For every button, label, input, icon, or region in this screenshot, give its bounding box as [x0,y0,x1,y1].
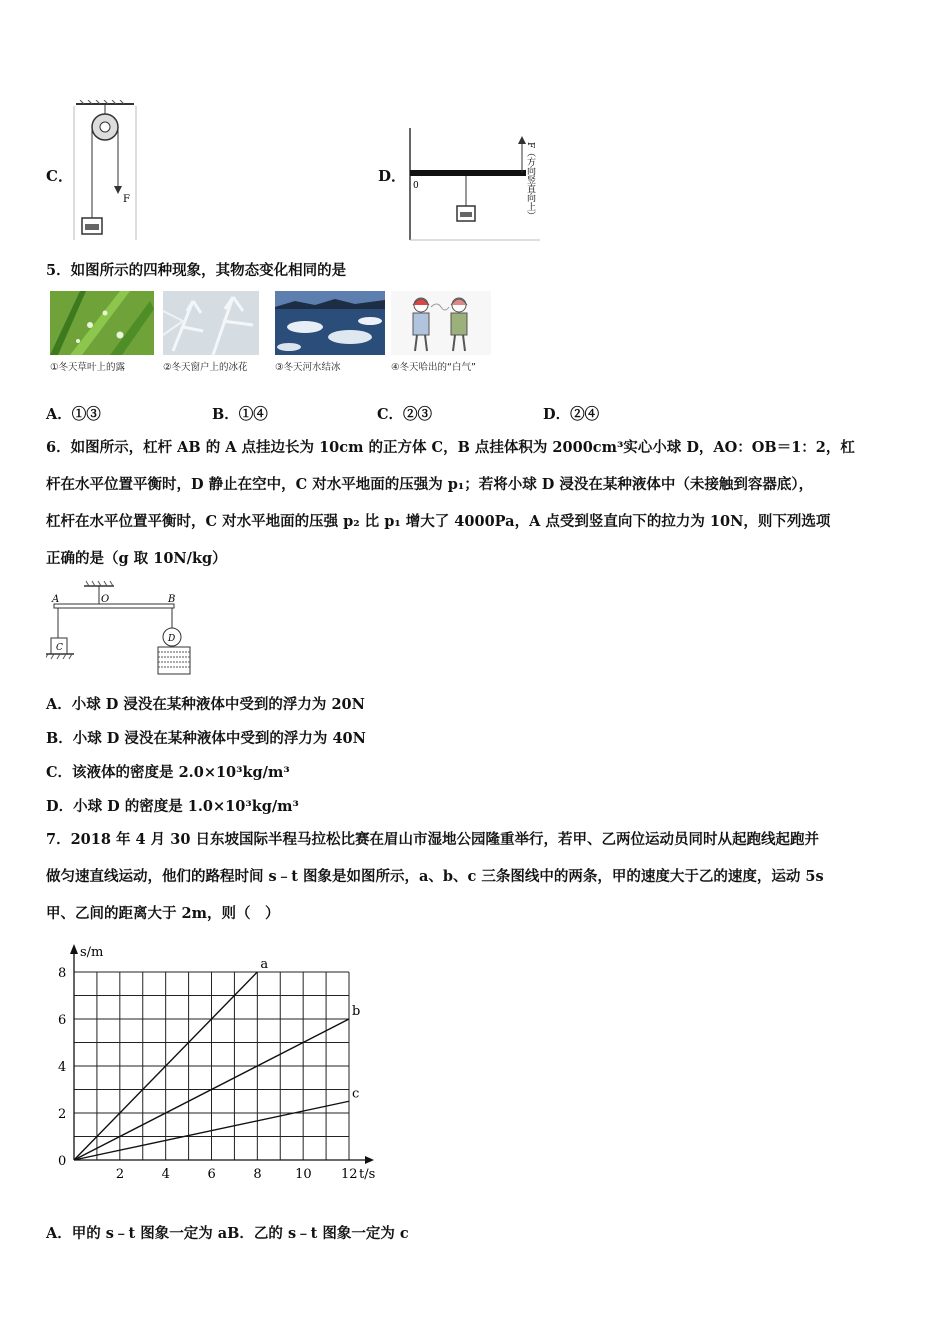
q6-label-b: B [168,594,176,605]
q6-label-o: O [101,594,110,605]
breath-white-gas-image [391,291,491,355]
q5-photo-2 [163,291,259,373]
q6-option-a[interactable]: A．小球 D 浸没在某种液体中受到的浮力为 20N [46,696,365,713]
x-tick-label: 4 [161,1167,170,1182]
q5-option-a[interactable]: A．①③ [46,406,101,423]
q7-stem-line-1: 7．2018 年 4 月 30 日东坡国际半程马拉松比赛在眉山市湿地公园隆重举行，若甲、乙两位运动员同时从起跑线起跑并 [46,831,819,848]
q5-option-c[interactable]: C．②③ [377,406,433,423]
option-d-label: D． [378,167,407,185]
series-label-a: a [260,957,269,972]
y-tick-label: 8 [58,966,67,981]
q5-caption-4: ④冬天哈出的“白气” [391,362,476,373]
q5-photo-3 [275,291,385,373]
q5-photo-4 [391,291,491,373]
option-c-pulley-diagram [70,100,150,245]
y-tick-label: 6 [58,1013,67,1028]
q6-stem-line-2: 杆在水平位置平衡时，D 静止在空中，C 对水平地面的压强为 p₁；若将小球 D 浸没在某种液体中（未接触到容器底）， [46,476,814,493]
q5-caption-1: ①冬天草叶上的露 [50,362,126,373]
q7-stem-line-2: 做匀速直线运动，他们的路程时间 s﹣t 图象是如图所示，a、b、c 三条图线中的两条，甲的速度大于乙的速度，运动 5s [46,868,824,885]
q6-option-b[interactable]: B．小球 D 浸没在某种液体中受到的浮力为 40N [46,730,366,747]
q6-stem-line-3: 杠杆在水平位置平衡时，C 对水平地面的压强 p₂ 比 p₁ 增大了 4000Pa，A 点受到竖直向下的拉力为 10N，则下列选项 [46,513,831,530]
q7-stem-line-3: 甲、乙间的距离大于 2m，则（ ） [46,905,280,922]
option-c-force-label: F [123,194,130,205]
x-tick-label: 10 [295,1167,312,1182]
x-tick-label: 8 [253,1167,262,1182]
window-frost-image [163,291,259,355]
q6-stem-line-4: 正确的是（g 取 10N/kg） [46,550,227,567]
y-axis-label: s/m [80,945,104,960]
x-tick-label: 2 [115,1167,125,1182]
option-d-lever-diagram [406,128,546,244]
q6-stem-line-1: 6．如图所示，杠杆 AB 的 A 点挂边长为 10cm 的正方体 C，B 点挂体积为 2000cm³实心小球 D，AO：OB＝1：2，杠 [46,439,855,456]
series-label-c: c [352,1086,360,1102]
x-axis-arrow [365,1156,374,1164]
q6-option-c[interactable]: C．该液体的密度是 2.0×10³kg/m³ [46,764,290,781]
series-label-b: b [352,1004,361,1019]
x-tick-label: 6 [207,1167,216,1182]
y-tick-label: 4 [58,1060,67,1075]
q5-stem: 5．如图所示的四种现象，其物态变化相同的是 [46,262,347,279]
river-freezing-image [275,291,385,355]
q6-label-a: A [52,594,60,605]
q5-caption-2: ②冬天窗户上的冰花 [163,362,248,373]
q6-lever-diagram [46,580,201,680]
option-d-zero-label: 0 [413,181,419,191]
q5-option-b[interactable]: B．①④ [212,406,268,423]
q6-option-d[interactable]: D．小球 D 的密度是 1.0×10³kg/m³ [46,798,299,815]
q7-st-chart [44,938,384,1188]
option-c-label: C． [46,167,73,185]
q6-label-c: C [56,643,63,653]
q5-option-d[interactable]: D．②④ [543,406,600,423]
q6-label-d: D [168,634,176,644]
y-axis-arrow [70,944,78,954]
q7-option-line[interactable]: A．甲的 s﹣t 图象一定为 aB．乙的 s﹣t 图象一定为 c [46,1225,409,1242]
y-tick-label: 0 [58,1154,67,1169]
option-d-force-label: F（方向竖直向上） [525,142,535,221]
q5-photo-1 [50,291,154,373]
dew-on-grass-image [50,291,154,355]
x-axis-label: t/s [359,1167,376,1182]
y-tick-label: 2 [58,1107,67,1122]
x-tick-label: 12 [341,1167,358,1182]
q5-caption-3: ③冬天河水结冰 [275,362,341,373]
